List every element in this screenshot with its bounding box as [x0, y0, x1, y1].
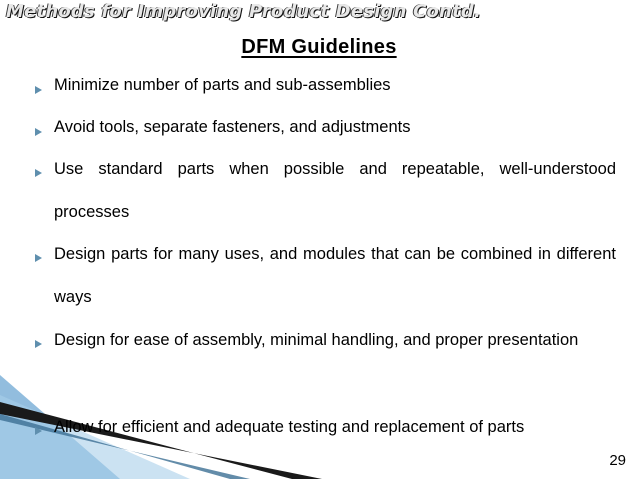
bullet-marker-icon	[35, 427, 42, 435]
bullet-item: Design parts for many uses, and modules that can be combined in different ways	[54, 245, 616, 306]
bullet-item: Allow for efficient and adequate testing and replacement of parts	[54, 418, 525, 436]
bullet-item: Avoid tools, separate fasteners, and adjustments	[54, 118, 411, 136]
dfm-heading: DFM Guidelines	[241, 36, 397, 58]
bullet-marker-icon	[35, 128, 42, 136]
bullet-marker-icon	[35, 340, 42, 348]
bullet-marker-icon	[35, 254, 42, 262]
bullet-marker-icon	[35, 169, 42, 177]
slide-title: Methods for Improving Product Design Contd.	[6, 1, 482, 22]
bullet-item: Design for ease of assembly, minimal handling, and proper presentation	[54, 331, 579, 349]
bullet-marker-icon	[35, 86, 42, 94]
bullet-item: Minimize number of parts and sub-assemblies	[54, 76, 391, 94]
bullet-item: Use standard parts when possible and repeatable, well-understood processes	[54, 160, 616, 221]
page-number: 29	[609, 452, 626, 469]
